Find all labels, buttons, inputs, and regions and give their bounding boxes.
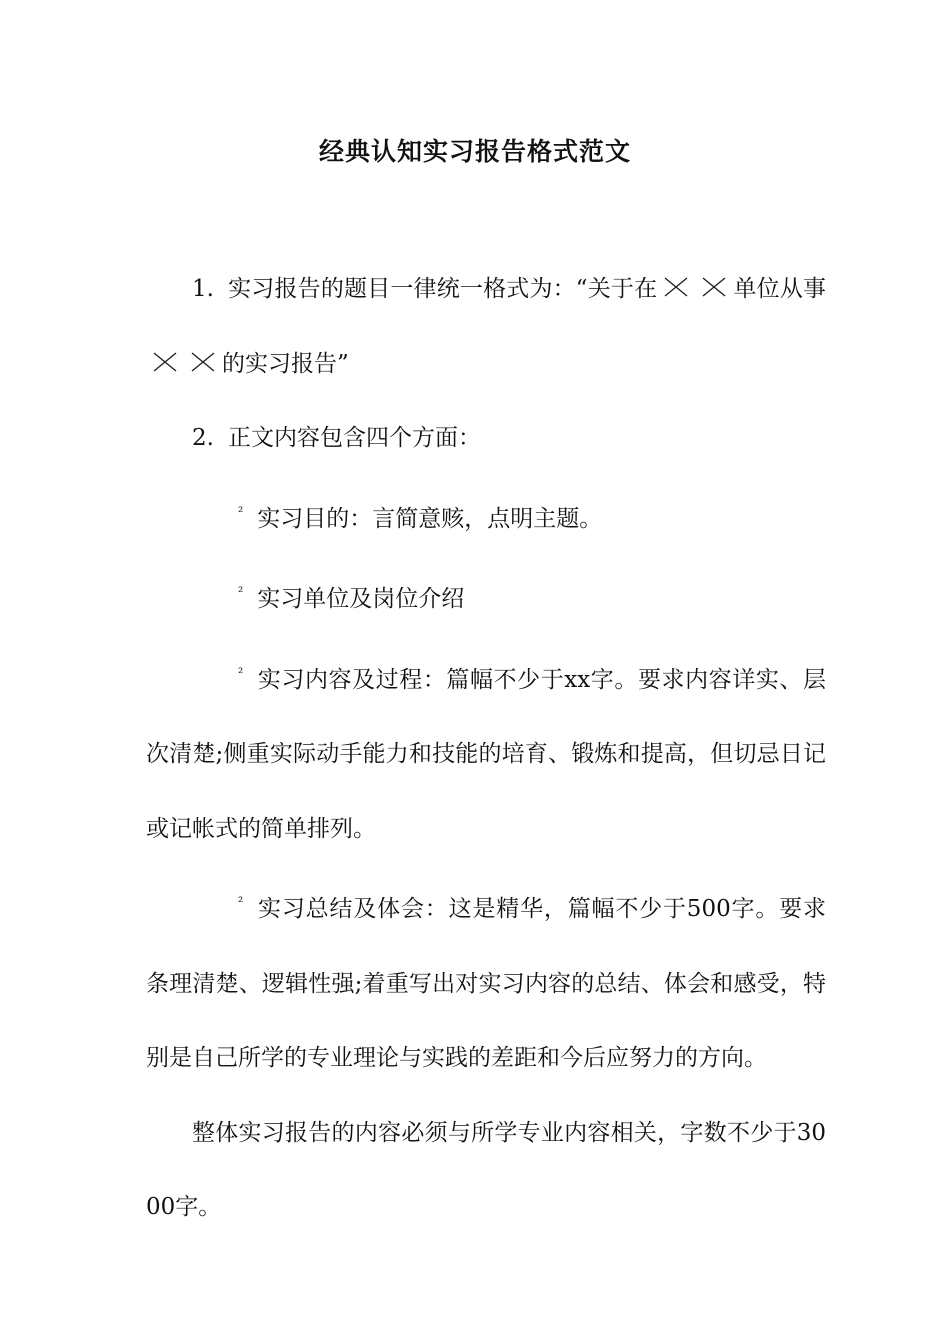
paragraph-1-text-a: 实习报告的题目一律统一格式为：“关于在 — [227, 276, 658, 302]
cross-mark-icon — [663, 276, 689, 298]
bullet-text: 实习总结及体会：这是精华，篇幅不少于500字。要求条理清楚、逻辑性强;着重写出对实习内容的总结、体会和感受，特别是自己所学的专业理论与实践的差距和今后应努力的方向。 — [146, 896, 826, 1071]
document-title: 经典认知实习报告格式范文 — [318, 137, 631, 166]
closing-paragraph: 整体实习报告的内容必须与所学专业内容相关，字数不少于3000字。 — [146, 1119, 826, 1220]
paragraph-1-text-c: 的实习报告” — [222, 350, 349, 377]
bullet-text: 实习单位及岗位介绍 — [257, 586, 465, 612]
paragraph-2-text: 正文内容包含四个方面： — [227, 425, 481, 451]
bullet-marker: ² — [238, 504, 244, 520]
document-body — [146, 252, 826, 1245]
paragraph-2 — [146, 401, 826, 476]
cross-mark-icon — [701, 276, 727, 298]
bullet-item — [146, 866, 826, 1096]
cross-mark-icon — [190, 351, 216, 373]
bullet-marker: ² — [238, 665, 244, 681]
bullet-text: 实习目的：言简意赅，点明主题。 — [257, 505, 603, 532]
paragraph-1-text-b: 单位从事 — [733, 276, 826, 302]
bullet-item — [146, 637, 826, 867]
bullet-item — [146, 556, 826, 637]
paragraph-2-number: 2. — [192, 425, 214, 451]
cross-mark-icon — [152, 351, 178, 373]
bullet-item — [146, 476, 826, 557]
bullet-marker: ² — [238, 585, 244, 600]
bullet-marker: ² — [238, 895, 244, 910]
bullet-text: 实习内容及过程：篇幅不少于xx字。要求内容详实、层次清楚;侧重实际动手能力和技能的培育、锻炼和提高，但切忌日记或记帐式的简单排列。 — [146, 666, 826, 842]
paragraph-1 — [146, 252, 826, 401]
paragraph-1-number: 1. — [192, 276, 214, 302]
